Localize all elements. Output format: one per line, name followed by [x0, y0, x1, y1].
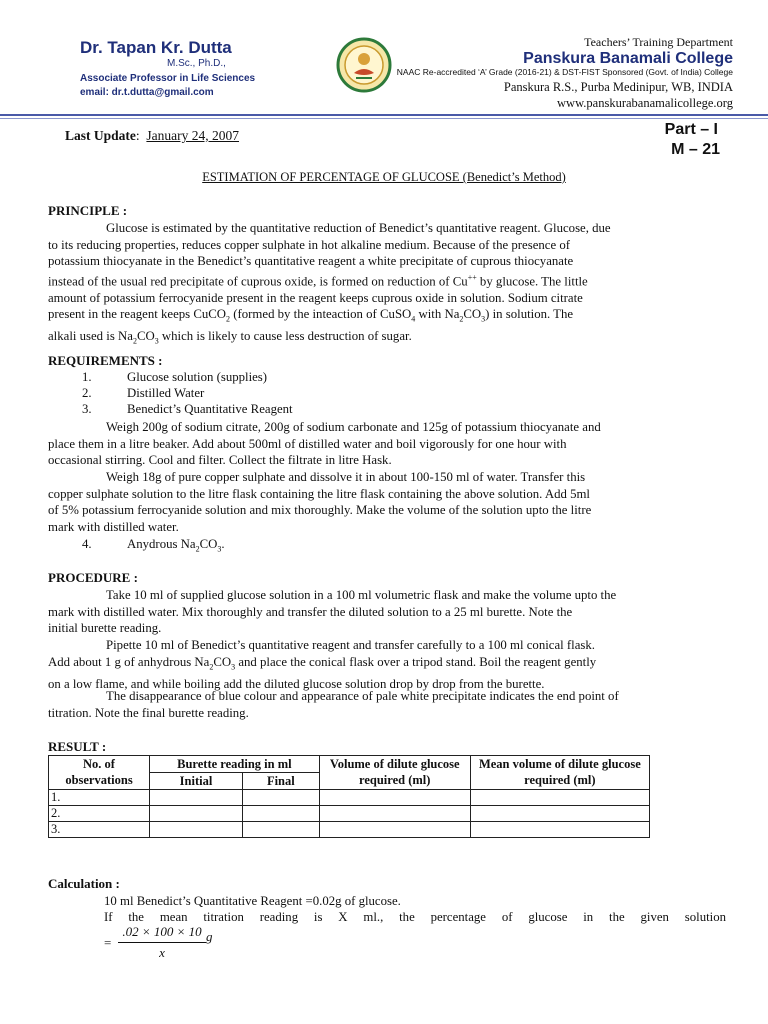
- row-label: 2.: [49, 806, 150, 822]
- header-divider: [0, 114, 768, 116]
- row-label: 3.: [49, 822, 150, 838]
- requirement-item: 4. Anydrous $Na_2CO_3$.: [82, 537, 225, 554]
- col-observations: No. of observations: [49, 756, 150, 790]
- calculation-line-1: 10 ml Benedict’s Quantitative Reagent =0.02g of glucose.: [104, 894, 401, 908]
- header-divider-thin: [0, 118, 768, 119]
- formula-fraction: [118, 924, 206, 961]
- author-email: email: dr.t.dutta@gmail.com: [80, 87, 214, 98]
- author-title: Associate Professor in Life Sciences: [80, 73, 256, 84]
- document-title: ESTIMATION OF PERCENTAGE OF GLUCOSE (Benedict’s Method): [202, 170, 566, 184]
- procedure-paragraph-1: Take 10 ml of supplied glucose solution in a 100 ml volumetric flask and make the volume upto the mark with distilled water. Mix thoroughly and transfer the diluted solution to a 25 ml burette. Note the initial burette reading.: [48, 588, 617, 636]
- college-name: Panskura Banamali College: [523, 50, 733, 67]
- procedure-heading: PROCEDURE :: [48, 570, 138, 585]
- formula-unit: g: [206, 929, 213, 944]
- module-code: M – 21: [671, 141, 720, 158]
- department-name: Teachers’ Training Department: [584, 35, 733, 49]
- formula-numerator: .02 × 100 × 10: [118, 924, 206, 943]
- requirement-item: 2. Distilled Water: [82, 386, 205, 400]
- calculation-line-2: If the mean titration reading is X ml., the percentage of glucose in the given solution: [104, 910, 726, 924]
- requirement-item: 1. Glucose solution (supplies): [82, 370, 268, 384]
- college-address: Panskura R.S., Purba Medinipur, WB, INDIA: [503, 80, 733, 94]
- procedure-paragraph-2: Pipette 10 ml of Benedict’s quantitative reagent and transfer carefully to a 100 ml conical flask. Add about 1 g of anhydrous $Na_2CO_3$ and place the conical flask over a tripod stand. Boil the reagent gently on a low flame, and while boiling add the diluted glucose solution drop by drop from the burette.: [48, 638, 597, 691]
- col-burette-reading: Burette reading in ml: [150, 756, 320, 773]
- last-update-date: January 24, 2007: [146, 128, 240, 143]
- last-update: Last Update: January 24, 2007: [65, 128, 240, 143]
- table-row: [49, 806, 650, 822]
- requirement-item: 3. Benedict’s Quantitative Reagent: [82, 402, 293, 416]
- result-table: [48, 755, 650, 838]
- principle-heading: PRINCIPLE :: [48, 203, 128, 218]
- last-update-label: Last Update: [65, 128, 136, 143]
- reagent-paragraph-2: Weigh 18g of pure copper sulphate and dissolve it in about 100-150 ml of water. Transfer this copper sulphate solution to the litre flask containing the litre flask containing the above solution. Add 5ml of 5% potassium ferrocyanide solution and mix thoroughly. Make the volume of the solution upto the litre mark with distilled water.: [48, 470, 592, 534]
- calculation-heading: Calculation :: [48, 876, 120, 891]
- formula-denominator: x: [159, 945, 165, 960]
- col-initial: Initial: [150, 773, 243, 790]
- part-label: Part – I: [664, 121, 718, 138]
- author-degree: M.Sc., Ph.D.,: [167, 58, 226, 69]
- col-final: Final: [243, 773, 320, 790]
- result-heading: RESULT :: [48, 739, 107, 754]
- college-accreditation: NAAC Re-accredited ‘A’ Grade (2016-21) & DST-FIST Sponsored (Govt. of India) College: [396, 67, 733, 77]
- reagent-paragraph-1: Weigh 200g of sodium citrate, 200g of sodium carbonate and 125g of potassium thiocyanate and place them in a litre beaker. Add about 500ml of distilled water and boil vigorously for one hour with occasional stirring. Cool and filter. Collect the filtrate in litre Hask.: [48, 420, 601, 468]
- col-mean-volume: Mean volume of dilute glucose required (ml): [470, 756, 649, 790]
- table-row: [49, 822, 650, 838]
- requirements-heading: REQUIREMENTS :: [48, 353, 163, 368]
- row-label: 1.: [49, 790, 150, 806]
- college-logo-icon: [336, 37, 392, 93]
- col-volume: Volume of dilute glucose required (ml): [319, 756, 470, 790]
- procedure-paragraph-3: The disappearance of blue colour and appearance of pale white precipitate indicates the end point of titration. Note the final burette reading.: [48, 689, 619, 720]
- author-name: Dr. Tapan Kr. Dutta: [80, 38, 232, 57]
- principle-paragraph: Glucose is estimated by the quantitative reduction of Benedict’s quantitative reagent. Glucose, due to its reducing properties, reduces copper sulphate in hot alkaline medium. Because of the presence of potassium thiocyanate in the Benedict’s quantitative reagent a white precipitate of cuprous thiocyanate instead of the usual red precipitate of cuprous oxide, is formed on reduction of Cu++ by glucose. The little amount of potassium ferrocyanide present in the reagent keeps cuprous oxide in solution. Sodium citrate present in the reagent keeps CuCO$_2$ (formed by the inteaction of CuSO$_4$ with $Na_2CO_3$) in solution. The alkali used is $Na_2CO_3$ which is likely to cause less destruction of sugar.: [48, 221, 611, 346]
- college-website[interactable]: www.panskurabanamalicollege.org: [557, 96, 733, 110]
- formula-equals: =: [104, 935, 112, 950]
- table-row: [49, 790, 650, 806]
